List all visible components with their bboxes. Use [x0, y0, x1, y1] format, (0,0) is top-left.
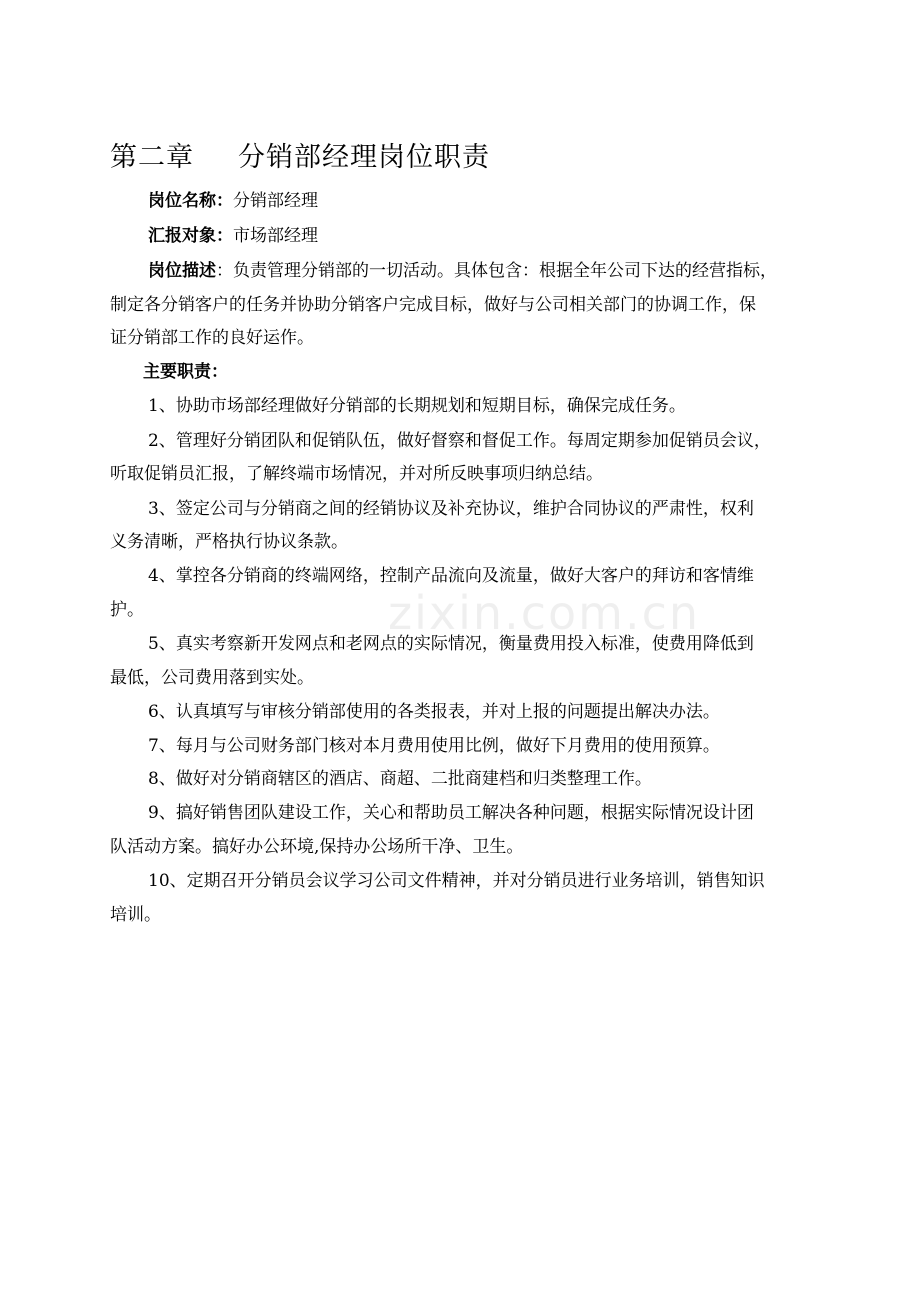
duty-4-line-2: 护。: [110, 600, 144, 620]
description-line-3: 证分销部工作的良好运作。: [110, 328, 314, 348]
duty-9-line-1: 9、搞好销售团队建设工作，关心和帮助员工解决各种问题，根据实际情况设计团: [148, 803, 754, 823]
chapter-title: 分销部经理岗位职责: [238, 142, 490, 173]
duty-3-line-1: 3、签定公司与分销商之间的经销协议及补充协议，维护合同协议的严肃性，权利: [148, 499, 754, 519]
duty-6-line-1: 6、认真填写与审核分销部使用的各类报表，并对上报的问题提出解决办法。: [148, 702, 720, 722]
chapter-heading: [110, 140, 490, 176]
reports-to-value: 市场部经理: [233, 226, 318, 246]
duty-4-line-1: 4、掌控各分销商的终端网络，控制产品流向及流量，做好大客户的拜访和客情维: [148, 566, 754, 586]
duty-2-line-2: 听取促销员汇报，了解终端市场情况，并对所反映事项归纳总结。: [110, 464, 603, 484]
position-name-label: 岗位名称：: [148, 191, 233, 211]
duty-3-line-2: 义务清晰，严格执行协议条款。: [110, 532, 348, 552]
reports-to-row: [148, 224, 318, 248]
position-name-row: [148, 189, 318, 213]
description-line-2: 制定各分销客户的任务并协助分销客户完成目标，做好与公司相关部门的协调工作，保: [110, 295, 756, 315]
position-name-value: 分销部经理: [233, 191, 318, 211]
chapter-number: 第二章: [110, 142, 194, 173]
duty-5-line-1: 5、真实考察新开发网点和老网点的实际情况，衡量费用投入标准，使费用降低到: [148, 634, 754, 654]
duty-8-line-1: 8、做好对分销商辖区的酒店、商超、二批商建档和归类整理工作。: [148, 769, 652, 789]
main-duties-heading: 主要职责：: [143, 362, 228, 382]
description-label: 岗位描述: [148, 261, 216, 281]
duty-5-line-2: 最低，公司费用落到实处。: [110, 668, 314, 688]
watermark: zixin.com.cn: [388, 586, 701, 640]
description-line-1: [148, 259, 777, 283]
description-text-1: ：负责管理分销部的一切活动。具体包含：根据全年公司下达的经营指标，: [216, 261, 777, 281]
reports-to-label: 汇报对象：: [148, 226, 233, 246]
duty-10-line-1: 10、定期召开分销员会议学习公司文件精神，并对分销员进行业务培训，销售知识: [148, 871, 765, 891]
duty-2-line-1: 2、管理好分销团队和促销队伍，做好督察和督促工作。每周定期参加促销员会议，: [148, 431, 771, 451]
duty-10-line-2: 培训。: [110, 905, 161, 925]
duty-9-line-2: 队活动方案。搞好办公环境,保持办公场所干净、卫生。: [110, 837, 524, 857]
duty-7-line-1: 7、每月与公司财务部门核对本月费用使用比例，做好下月费用的使用预算。: [148, 736, 720, 756]
duty-1-line-1: 1、协助市场部经理做好分销部的长期规划和短期目标，确保完成任务。: [148, 396, 686, 416]
